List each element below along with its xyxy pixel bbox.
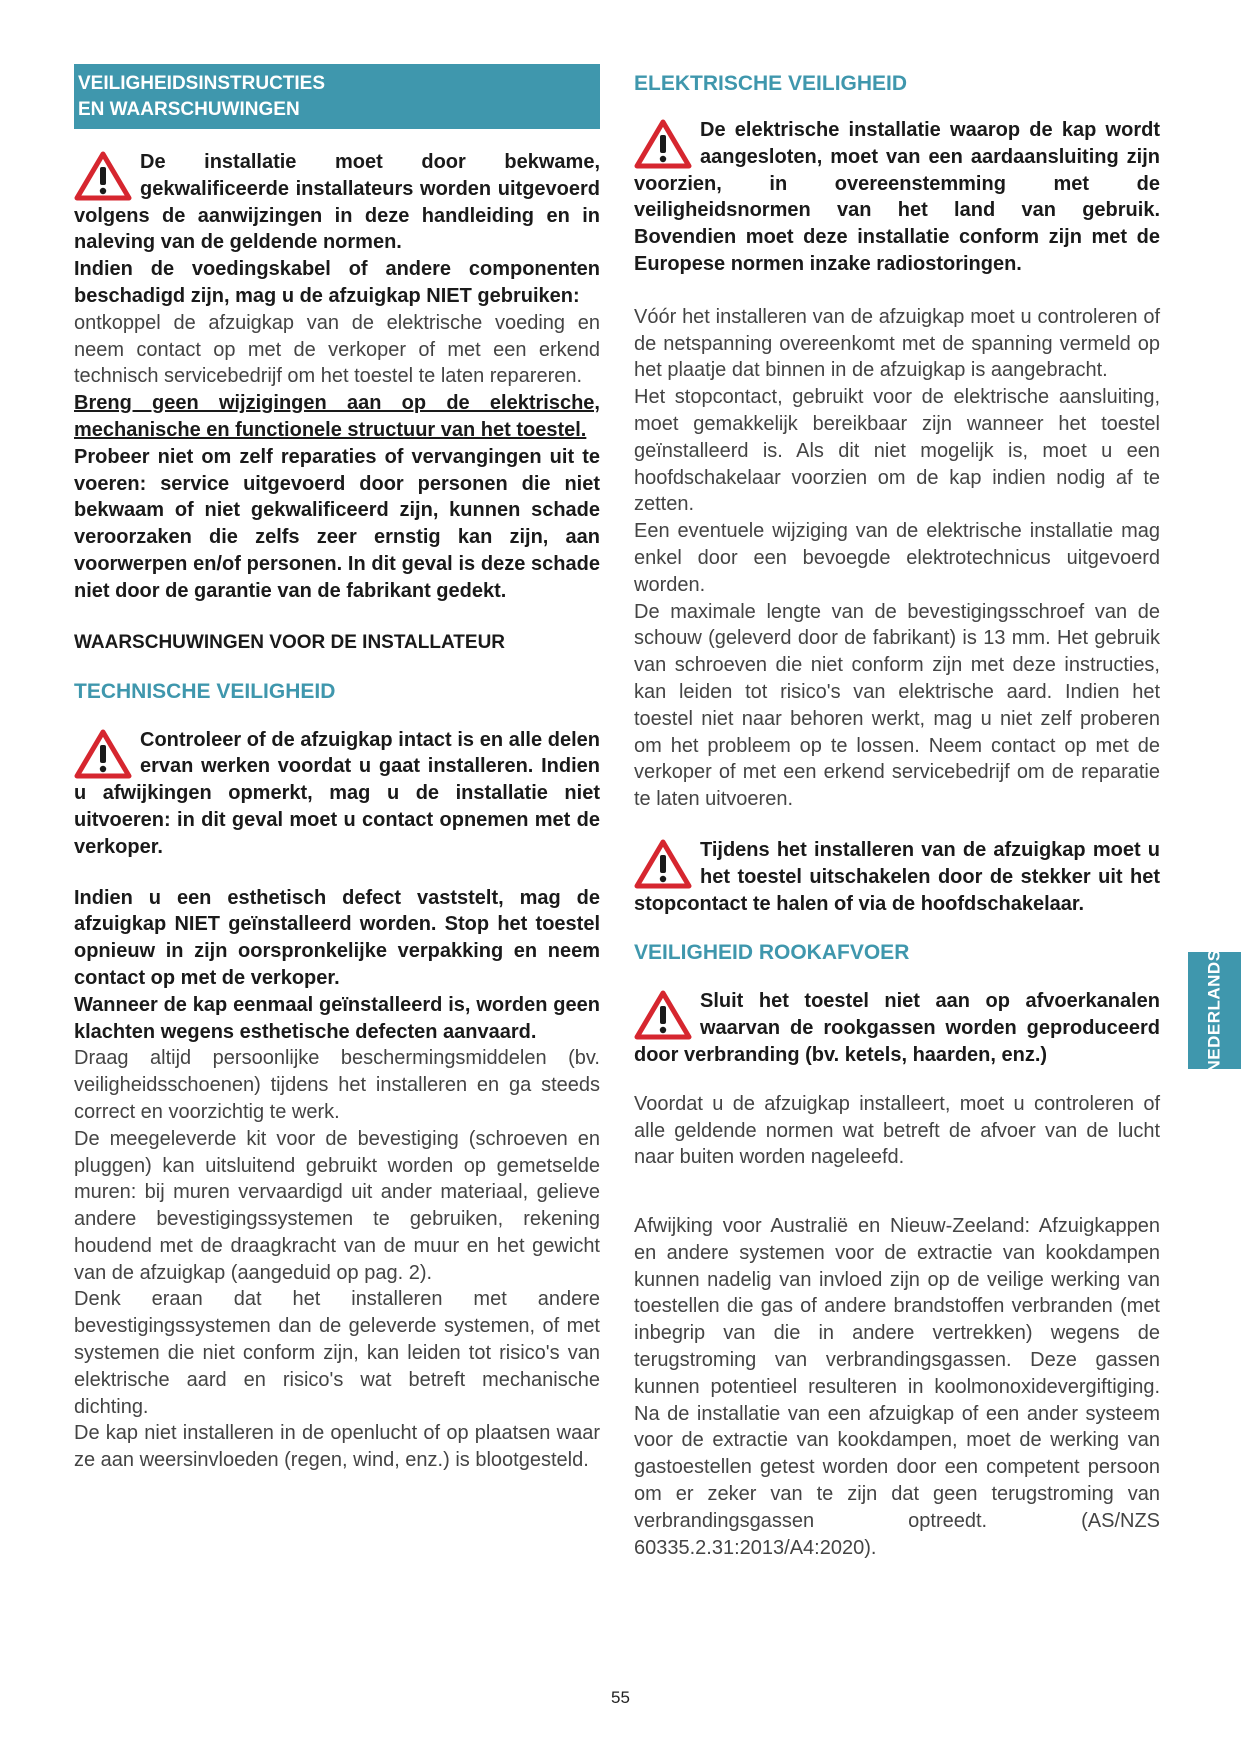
exhaust-norms-text: Voordat u de afzuigkap installeert, moet u controleren of alle geldende normen wat betreft de afvoer van de lucht naar buiten worden nageleefd.: [634, 1092, 1160, 1169]
warning-text: Controleer of de afzuigkap intact is en alle delen ervan werken voordat u gaat installeren. Indien u afwijkingen opmerkt, mag u de installatie niet uitvoeren: in dit geval moet u contact opnemen met de verkoper.: [74, 728, 600, 858]
banner-line-2: EN WAARSCHUWINGEN: [78, 99, 300, 120]
warning-block-flue: [634, 988, 1160, 1068]
warning-text: Sluit het toestel niet aan op afvoerkanalen waarvan de rookgassen worden geproduceerd door verbranding (bv. ketels, haarden, enz.): [634, 990, 1160, 1066]
no-modification-notice: Breng geen wijzigingen aan op de elektrische, mechanische en functionele structuur van het toestel.: [74, 392, 600, 441]
electrician-text: Een eventuele wijziging van de elektrische installatie mag enkel door een bevoegde elektrotechnicus uitgevoerd worden.: [634, 520, 1160, 596]
installer-warnings-heading: WAARSCHUWINGEN VOOR DE INSTALLATEUR: [74, 631, 506, 653]
warning-icon: [634, 990, 692, 1040]
warning-block-inspection: [74, 727, 600, 861]
warning-text: Tijdens het installeren van de afzuigkap moet u het toestel uitschakelen door de stekker uit het stopcontact te halen of via de hoofdschakelaar.: [634, 838, 1160, 915]
language-tab: [1188, 948, 1241, 1073]
fixing-systems-risk-text: Denk eraan dat het installeren met andere bevestigingssystemen dan de geleverde systemen, of met systemen die niet conform zijn, kan leiden tot risico's van elektrische aard en risico's wat betreft mechanische dichting.: [74, 1288, 600, 1418]
section-banner: [74, 64, 600, 129]
warning-icon: [634, 119, 692, 169]
electrical-safety-heading: ELEKTRISCHE VEILIGHEID: [634, 72, 908, 95]
warning-text: De installatie moet door bekwame, gekwalificeerde installateurs worden uitgevoerd volgens de aanwijzingen in deze handleiding en in naleving van de geldende normen.: [74, 151, 600, 254]
warning-icon: [74, 729, 132, 779]
banner-line-1: VEILIGHEIDSINSTRUCTIES: [78, 73, 326, 94]
no-self-repair-notice: Probeer niet om zelf reparaties of vervangingen uit te voeren: service uitgevoerd door personen die niet bekwaam of niet gekwalificeerd zijn, kunnen schade veroorzaken die zelfs zeer ernstig kan zijn, aan voorwerpen en/of personen. In dit geval is deze schade niet door de garantie van de fabrikant gedekt.: [74, 445, 600, 602]
screw-length-text: De maximale lengte van de bevestigingsschroef van de schouw (geleverd door de fabrikant) is 13 mm. Het gebruik van schroeven die niet conform zijn met deze instructies, kan leiden tot risico's van elektrische aard. Indien het toestel niet naar behoren werkt, mag u niet zelf proberen om het probleem op te lossen. Neem contact op met de verkoper of met een erkend servicebedrijf om de reparatie te laten uitvoeren.: [634, 600, 1160, 811]
technical-safety-heading: TECHNISCHE VEILIGHEID: [74, 679, 336, 703]
smoke-safety-heading: VEILIGHEID ROOKAFVOER: [634, 941, 910, 965]
voltage-check-text: Vóór het installeren van de afzuigkap moet u controleren of de netspanning overeenkomt met de spanning vermeld op het plaatje dat binnen in de afzuigkap is aangebracht.: [634, 305, 1160, 382]
warning-block-unplug: [634, 837, 1160, 917]
left-column: [74, 64, 600, 1474]
outdoor-installation-text: De kap niet installeren in de openlucht of op plaatsen waar ze aan weersinvloeden (regen, wind, enz.) is blootgesteld.: [74, 1422, 600, 1472]
warning-block-installation: [74, 149, 600, 256]
fixing-kit-text: De meegeleverde kit voor de bevestiging (schroeven en pluggen) kan uitsluitend gebruikt worden op gemetselde muren: bij muren vervaardigd uit ander materiaal, gelieve andere bevestigingssystemen te gebruiken, rekening houdend met de draagkracht van de muur en het gewicht van de afzuigkap (aangeduid op pag. 2).: [74, 1127, 600, 1284]
warning-block-grounding: [634, 117, 1160, 278]
warning-text: De elektrische installatie waarop de kap wordt aangesloten, moet van een aardaansluiting zijn voorzien, in overeenstemming met de veiligheidsnormen van het land van gebruik. Bovendien moet deze installatie conform zijn met de Europese normen inzake radiostoringen.: [634, 119, 1160, 275]
warning-icon: [634, 839, 692, 889]
socket-access-text: Het stopcontact, gebruikt voor de elektrische aansluiting, moet gemakkelijk bereikbaar zijn wanneer het toestel geïnstalleerd is. Als dit niet mogelijk is, moet u een hoofdschakelaar voorzien om de kap indien nodig af te zetten.: [634, 386, 1160, 516]
australia-nz-text: Afwijking voor Australië en Nieuw-Zeeland: Afzuigkappen en andere systemen voor de extractie van kookdampen kunnen nadelig van invloed zijn op de veilige werking van toestellen die gas of andere brandstoffen verbranden (met inbegrip van die in andere vertrekken) wegens de terugstroming van verbrandingsgassen. Deze gassen kunnen potentieel resulteren in koolmonoxidevergiftiging. Na de installatie van een afzuigkap of een ander systeem voor de extractie van kookdampen, moet de werking van gastoestellen getest worden door een competent persoon om er zeker van te zijn dat geen terugstroming van verbrandingsgassen optreedt. (AS/NZS 60335.2.31:2013/A4:2020).: [634, 1215, 1160, 1559]
language-tab-label: NEDERLANDS: [1204, 948, 1224, 1073]
warning-icon: [74, 151, 132, 201]
page-number: 55: [611, 1688, 630, 1707]
cable-damage-warning: Indien de voedingskabel of andere componenten beschadigd zijn, mag u de afzuigkap NIET gebruiken:: [74, 258, 600, 307]
cable-damage-instructions: ontkoppel de afzuigkap van de elektrische voeding en neem contact op met de verkoper of met een erkend technisch servicebedrijf om het toestel te laten repareren.: [74, 311, 600, 388]
complaints-notice: Wanneer de kap eenmaal geïnstalleerd is, worden geen klachten wegens esthetische defecten aanvaard.: [74, 993, 600, 1043]
protective-equipment-text: Draag altijd persoonlijke beschermingsmiddelen (bv. veiligheidsschoenen) tijdens het installeren en ga steeds correct en voorzichtig te werk.: [74, 1047, 600, 1123]
aesthetic-defect-notice: Indien u een esthetisch defect vaststelt, mag de afzuigkap NIET geïnstalleerd worden. Stop het toestel opnieuw in zijn oorspronkelijke verpakking en neem contact op met de verkoper.: [74, 886, 600, 989]
right-column: [634, 64, 1160, 1561]
